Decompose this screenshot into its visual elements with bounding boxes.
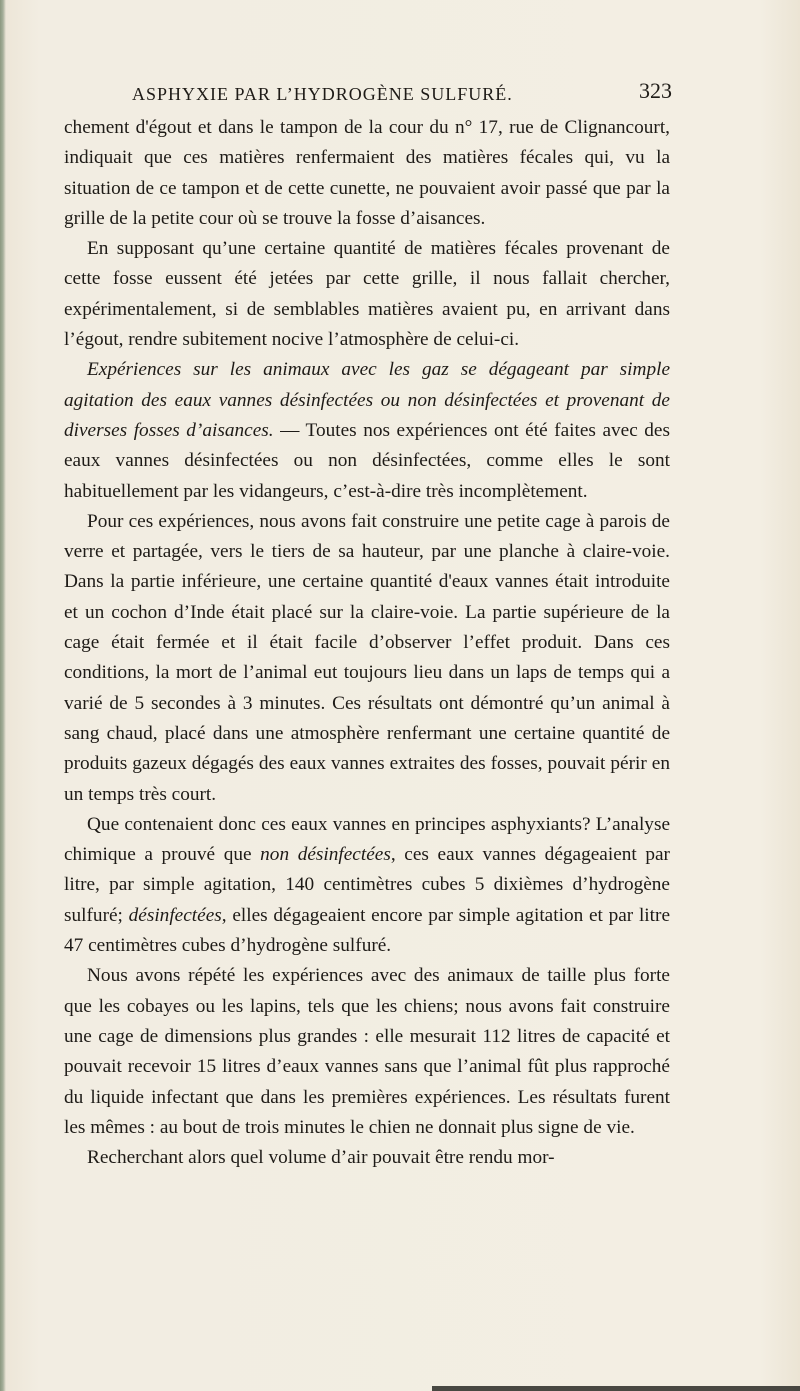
emphasis-desinfectees: désinfectées [128,904,222,926]
scan-bottom-edge [432,1386,800,1391]
paragraph-7: Recherchant alors quel volume d’air pouvait être rendu mor- [87,1147,555,1169]
paragraph-2: En supposant qu’une certaine quantité de matières fécales provenant de cette fosse eussent été jetées par cette grille, il nous fallait chercher, expérimentalement, si de semblables matières avaient pu, en arrivant dans l’égout, rendre subitement nocive l’atmosphère de celui-ci. [64,238,670,351]
paragraph-5-part-c: , elles dégageaient encore par simple agitation et par litre 47 centimètres cubes d’hydrogène sulfuré. [64,904,670,957]
running-head: ASPHYXIE PAR L’HYDROGÈNE SULFURÉ. [132,84,513,104]
page-edge-shadow [0,0,6,1391]
paragraph-3 [64,355,670,506]
page-header [132,78,672,114]
paragraph-5 [64,810,670,961]
page-number: 323 [639,78,672,103]
paragraph-3-text: — Toutes nos expériences ont été faites avec des eaux vannes désinfectées ou non désinfectées, comme elles le sont habituellement par les vidangeurs, c’est-à-dire très incomplètement. [64,419,670,502]
body-text [64,113,670,1173]
paragraph-4: Pour ces expériences, nous avons fait construire une petite cage à parois de verre et partagée, vers le tiers de sa hauteur, par une planche à claire-voie. Dans la partie inférieure, une certaine quantité d'eaux vannes était introduite et un cochon d’Inde était placé sur la claire-voie. La partie supérieure de la cage était fermée et il était facile d’observer l’effet produit. Dans ces conditions, la mort de l’animal eut toujours lieu dans un laps de temps qui a varié de 5 secondes à 3 minutes. Ces résultats ont démontré qu’un animal à sang chaud, placé dans une atmosphère renfermant une certaine quantité de produits gazeux dégagés des eaux vannes extraites des fosses, pouvait périr en un temps très court. [64,510,670,805]
paragraph-1: chement d'égout et dans le tampon de la cour du n° 17, rue de Clignancourt, indiquait que ces matières renfermaient des matières fécales qui, vu la situation de ce tampon et de cette cunette, ne pouvaient avoir passé que par la grille de la petite cour où se trouve la fosse d’aisances. [64,117,670,229]
emphasis-non-desinfectees: non désinfectées [260,844,391,866]
paragraph-5-part-b: , ces eaux vannes dégageaient par litre, par simple agitation, 140 centimètres cubes 5 dixièmes d’hydrogène sulfuré; [64,844,670,926]
paragraph-6: Nous avons répété les expériences avec des animaux de taille plus forte que les cobayes ou les lapins, tels que les chiens; nous avons fait construire une cage de dimensions plus grandes : elle mesurait 112 litres de capacité et pouvait recevoir 15 litres d’eaux vannes sans que l’animal fût plus rapproché du liquide infectant que dans les premières expériences. Les résultats furent les mêmes : au bout de trois minutes le chien ne donnait plus signe de vie. [64,965,670,1138]
section-heading-experiences: Expériences sur les animaux avec les gaz se dégageant par simple agitation des eaux vannes désinfectées ou non désinfectées et provenant de diverses fosses d’aisances. [64,359,670,441]
paragraph-5-part-a: Que contenaient donc ces eaux vannes en principes asphyxiants? L’analyse chimique a prouvé que [64,813,670,866]
